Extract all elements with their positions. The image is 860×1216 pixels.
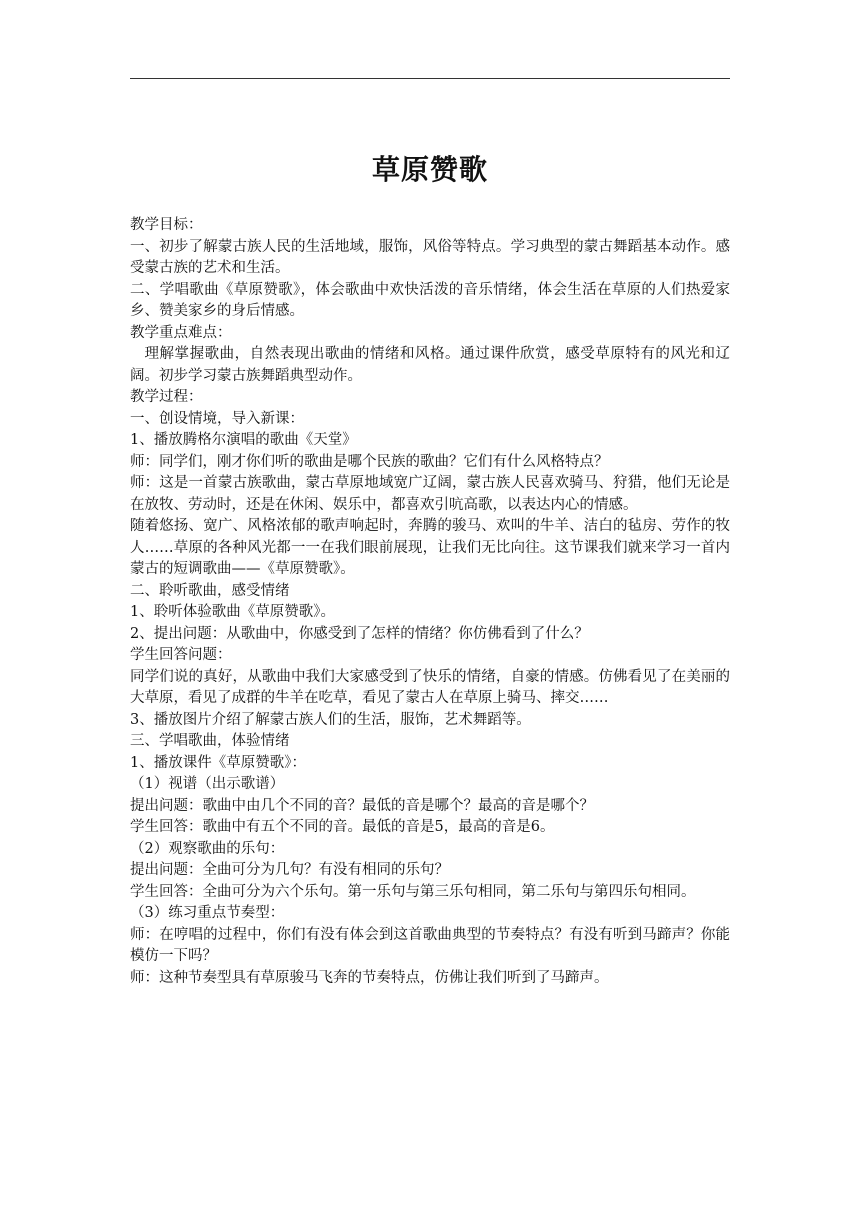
paragraph: 3、播放图片介绍了解蒙古族人们的生活，服饰，艺术舞蹈等。	[130, 711, 531, 728]
paragraph: 学生回答：歌曲中有五个不同的音。最低的音是5，最高的音是6。	[130, 819, 555, 835]
paragraph: （2）观察歌曲的乐句：	[130, 840, 285, 857]
paragraph: （1）视谱（出示歌谱）	[130, 776, 285, 792]
paragraph: 提出问题：歌曲中由几个不同的音？最低的音是哪个？最高的音是哪个？	[130, 797, 594, 814]
paragraph: 师：这种节奏型具有草原骏马飞奔的节奏特点，仿佛让我们听到了马蹄声。	[130, 969, 609, 986]
header-rule	[130, 78, 730, 79]
paragraph: 二、聆听歌曲，感受情绪	[130, 582, 290, 599]
paragraph: 一、创设情境，导入新课：	[130, 410, 304, 427]
paragraph: 师：在哼唱的过程中，你们有没有体会到这首歌曲典型的节奏特点？有没有听到马蹄声？你能模仿一下吗？	[130, 926, 730, 964]
paragraph: 1、播放课件《草原赞歌》：	[130, 754, 306, 771]
paragraph: 一、初步了解蒙古族人民的生活地域，服饰，风俗等特点。学习典型的蒙古舞蹈基本动作。感受蒙古族的艺术和生活。	[130, 238, 730, 276]
paragraph: 1、播放腾格尔演唱的歌曲《天堂》	[130, 432, 357, 448]
document-body	[130, 215, 730, 989]
paragraph: 2、提出问题：从歌曲中，你感受到了怎样的情绪？你仿佛看到了什么？	[130, 625, 589, 642]
paragraph: 师：这是一首蒙古族歌曲，蒙古草原地域宽广辽阔，蒙古族人民喜欢骑马、狩猎，他们无论是在放牧、劳动时，还是在休闲、娱乐中，都喜欢引吭高歌，以表达内心的情感。	[130, 475, 730, 513]
paragraph: 二、学唱歌曲《草原赞歌》，体会歌曲中欢快活泼的音乐情绪，体会生活在草原的人们热爱家乡、赞美家乡的身后情感。	[130, 281, 730, 319]
paragraph: 教学重点难点：	[130, 324, 232, 341]
paragraph: 师：同学们，刚才你们听的歌曲是哪个民族的歌曲？它们有什么风格特点？	[130, 453, 609, 470]
paragraph: 学生回答问题：	[130, 647, 232, 663]
paragraph: 理解掌握歌曲，自然表现出歌曲的情绪和风格。通过课件欣赏，感受草原特有的风光和辽阔。初步学习蒙古族舞蹈典型动作。	[130, 346, 730, 384]
paragraph: 教学过程：	[130, 389, 203, 405]
paragraph: （3）练习重点节奏型：	[130, 905, 285, 921]
paragraph: 三、学唱歌曲，体验情绪	[130, 733, 290, 749]
paragraph: 同学们说的真好，从歌曲中我们大家感受到了快乐的情绪，自豪的情感。仿佛看见了在美丽的大草原，看见了成群的牛羊在吃草，看见了蒙古人在草原上骑马、摔交……	[130, 668, 730, 706]
paragraph: 1、聆听体验歌曲《草原赞歌》。	[130, 604, 335, 620]
paragraph: 学生回答：全曲可分为六个乐句。第一乐句与第三乐句相同，第二乐句与第四乐句相同。	[130, 883, 696, 900]
document-title: 草原赞歌	[371, 153, 488, 186]
paragraph: 教学目标：	[130, 217, 203, 233]
paragraph: 随着悠扬、宽广、风格浓郁的歌声响起时，奔腾的骏马、欢叫的牛羊、洁白的毡房、劳作的牧人……草原的各种风光都一一在我们眼前展现，让我们无比向往。这节课我们就来学习一首内蒙古的短调歌曲——《草原赞歌》。	[130, 518, 730, 577]
paragraph: 提出问题：全曲可分为几句？有没有相同的乐句？	[130, 862, 449, 878]
